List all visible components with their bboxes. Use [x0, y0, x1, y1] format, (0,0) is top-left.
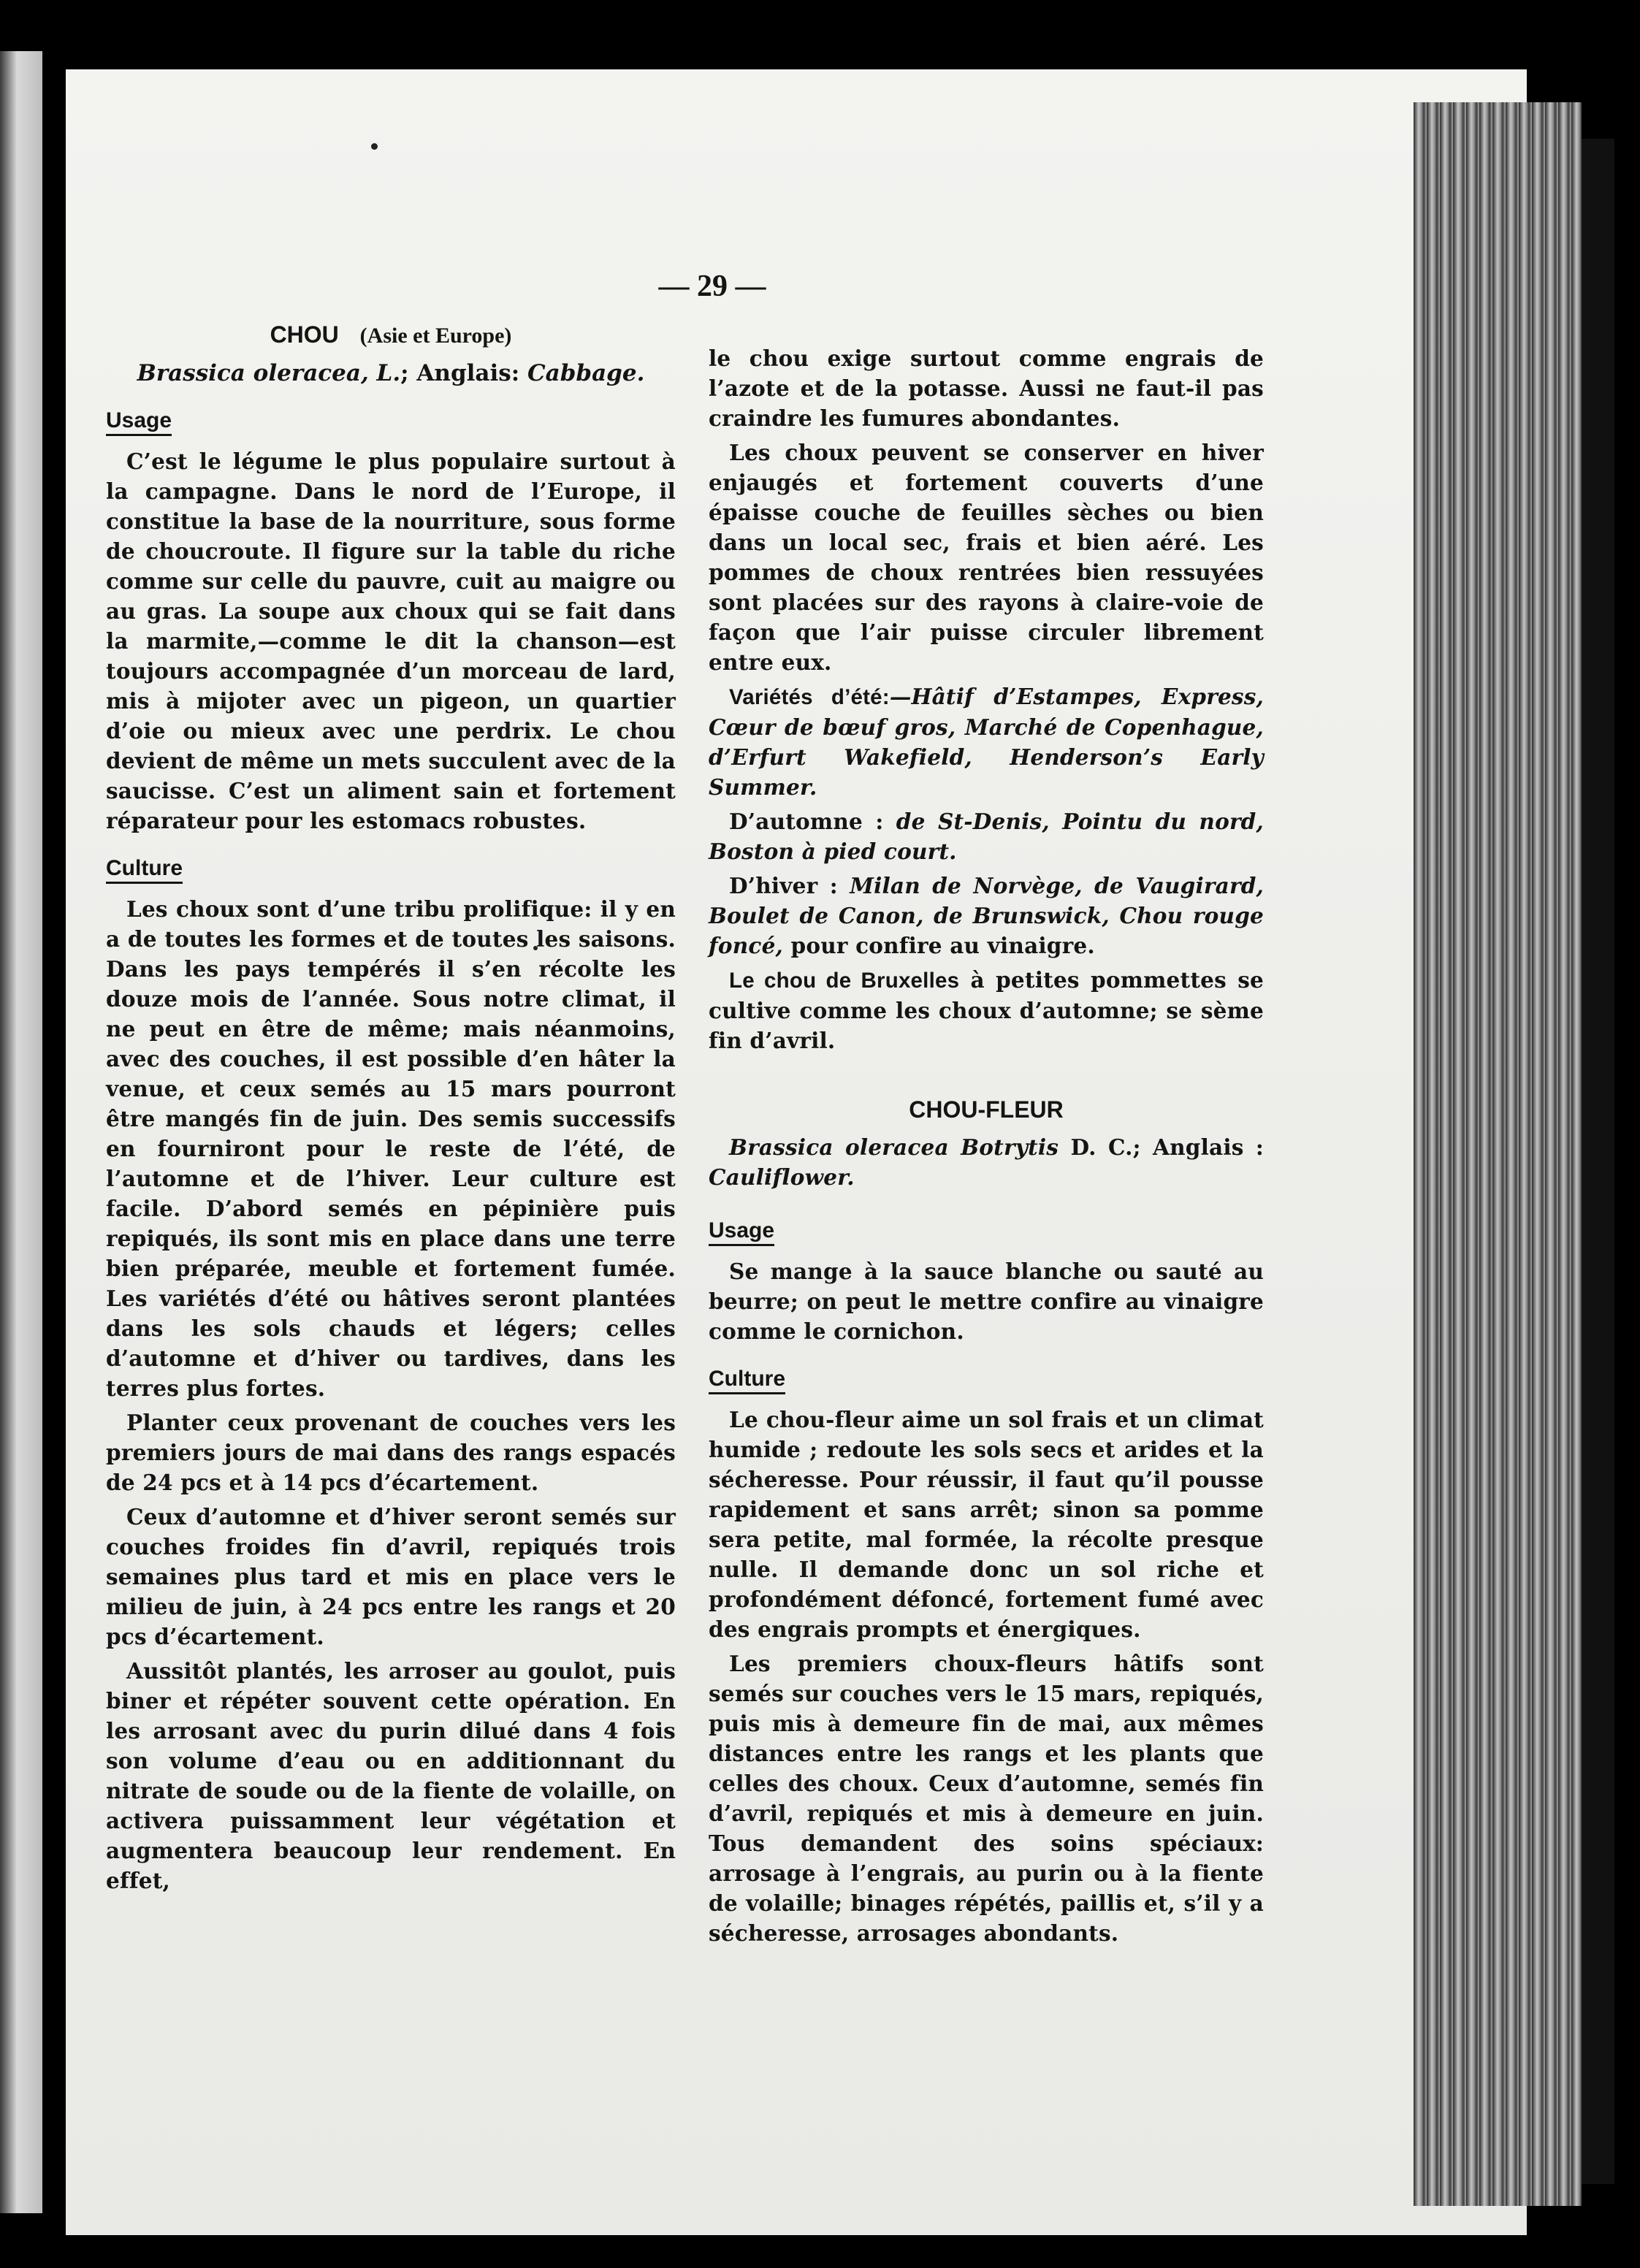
chou-english-name: Cabbage. [527, 360, 645, 386]
chou-varietes-automne [709, 806, 1264, 866]
chou-fleur-latin-line [709, 1132, 1264, 1192]
varietes-hiver-list: Milan de Norvège, de Vaugirard, Boulet de Canon, de Brunswick, Chou rouge foncé, [709, 873, 1264, 958]
book-shadow [1582, 139, 1614, 2184]
chou-fleur-heading [709, 1096, 1264, 1123]
chou-culture-paragraph: Aussitôt plantés, les arroser au goulot, puis biner et répéter souvent cette opération. En les arrosant avec du purin dilué dans 4 fois son volume d’eau ou en additionnant du nitrate de soude ou de la fiente de volaille, on activera puissamment leur végétation et augmentera beaucoup leur rendement. En effet, [106, 1658, 676, 1893]
left-column [106, 321, 676, 1900]
chou-fleur-culture-paragraph: Le chou-fleur aime un sol frais et un climat humide ; redoute les sols secs et arides et la sécheresse. Pour réussir, il faut qu’il pousse rapidement et sans arrêt; sinon sa pomme sera petite, mal formée, la récolte presque nulle. Il demande donc un sol riche et profondément défoncé, fortement fumé avec des engrais prompts et énergiques. [709, 1407, 1264, 1642]
chou-usage-text: C’est le légume le plus populaire surtout à la campagne. Dans le nord de l’Europe, il constitue la base de la nourriture, sous forme de choucroute. Il figure sur la table du riche comme sur celle du pauvre, cuit au maigre ou au gras. La soupe aux choux qui se fait dans la marmite,—comme le dit la chanson—est toujours accompagnée d’un morceau de lard, mis à mijoter avec un pigeon, un quartier d’oie ou mieux avec une perdrix. Le chou devient de même un mets succulent avec de la saucisse. C’est un aliment sain et fortement réparateur pour les estomacs robustes. [106, 448, 676, 833]
page-number: — 29 — [658, 270, 766, 303]
chou-culture-paragraph: Ceux d’automne et d’hiver seront semés sur couches froides fin d’avril, repiqués trois semaines plus tard et mis en place vers le milieu de juin, à 24 pcs entre les rangs et 20 pcs d’écartement. [106, 1504, 676, 1649]
varietes-hiver-label: D’hiver : [729, 873, 838, 898]
chou-latin-name: Brassica oleracea, L. [137, 360, 401, 386]
chou-fleur-latin-rest: D. C.; Anglais : [1070, 1134, 1264, 1160]
chou-fleur-english-name: Cauliflower. [709, 1164, 855, 1190]
chou-usage-label: Usage [106, 408, 172, 436]
chou-title: CHOU [270, 321, 339, 348]
chou-latin-line [106, 357, 676, 389]
bruxelles-text: à petites pommettes se cultive comme les choux d’automne; se sème fin d’avril. [709, 967, 1264, 1053]
chou-bruxelles [709, 965, 1264, 1055]
chou-fleur-usage-text: Se mange à la sauce blanche ou sauté au beurre; on peut le mettre confire au vinaigre comme le cornichon. [709, 1259, 1264, 1344]
chou-culture-paragraph: Les choux sont d’une tribu prolifique: il y en a de toutes les formes et de toutes les saisons. Dans les pays tempérés il s’en récolte les douze mois de l’année. Sous notre climat, il ne peut en être de même; mais néanmoins, avec des couches, il est possible d’en hâter la venue, et ceux semés au 15 mars pourront être mangés fin de juin. Des semis successifs en fourniront pour le reste de l’été, de l’automne et de l’hiver. Leur culture est facile. D’abord semés en pépinière puis repiqués, ils sont mis en place dans une terre bien préparée, meuble et fortement fumée. Les variétés d’été ou hâtives seront plantées dans les sols chauds et légers; celles d’automne et d’hiver ou tardives, dans les terres plus fortes. [106, 896, 676, 1401]
chou-fleur-culture-label: Culture [709, 1367, 785, 1394]
chou-fleur-culture-paragraph: Les premiers choux-fleurs hâtifs sont semés sur couches vers le 15 mars, repiqués, puis mis à demeure fin de mai, aux mêmes distances entre les rangs et les plants que celles des choux. Ceux d’automne, semés fin d’avril, repiqués et mis à demeure en juin. Tous demandent des soins spéciaux: arrosage à l’engrais, au purin ou à la fiente de volaille; binages répétés, paillis et, s’il y a sécheresse, arrosages abondants. [709, 1651, 1264, 1946]
chou-fleur-title: CHOU-FLEUR [909, 1096, 1064, 1123]
chou-culture-label: Culture [106, 856, 183, 884]
chou-culture-paragraph: le chou exige surtout comme engrais de l’azote et de la potasse. Aussi ne faut-il pas craindre les fumures abondantes. [709, 345, 1264, 431]
chou-varietes-ete [709, 681, 1264, 802]
right-column [709, 343, 1264, 1952]
adjacent-page-edge [0, 51, 42, 2213]
varietes-ete-label: Variétés d’été: [729, 685, 890, 709]
chou-fleur-usage-label: Usage [709, 1218, 774, 1246]
chou-origin: (Asie et Europe) [359, 324, 512, 348]
varietes-ete-list: —Hâtif d’Estampes, Express, Cœur de bœuf gros, Marché de Copenhague, d’Erfurt Wakefield, Henderson’s Early Summer. [709, 684, 1265, 800]
bruxelles-label: Le chou de Bruxelles [729, 969, 960, 993]
varietes-hiver-suffix: pour confire au vinaigre. [790, 933, 1095, 958]
chou-fleur-latin-name: Brassica oleracea Botrytis [729, 1134, 1059, 1160]
chou-culture-paragraph: Planter ceux provenant de couches vers les premiers jours de mai dans des rangs espacés de 24 pcs et à 14 pcs d’écartement. [106, 1410, 676, 1495]
book-page-edges [1414, 102, 1582, 2206]
chou-heading [106, 321, 676, 348]
varietes-automne-list: de St-Denis, Pointu du nord, Boston à pied court. [709, 809, 1264, 864]
speck-mark [371, 143, 378, 150]
chou-culture-paragraph: Les choux peuvent se conserver en hiver enjaugés et fortement couverts d’une épaisse couche de feuilles sèches ou bien dans un local sec, frais et bien aéré. Les pommes de choux rentrées bien ressuyées sont placées sur des rayons à claire-voie de façon que l’air puisse circuler librement entre eux. [709, 440, 1264, 675]
chou-english-label: ; Anglais: [400, 360, 520, 386]
varietes-automne-label: D’automne : [729, 809, 884, 834]
chou-varietes-hiver [709, 871, 1264, 961]
